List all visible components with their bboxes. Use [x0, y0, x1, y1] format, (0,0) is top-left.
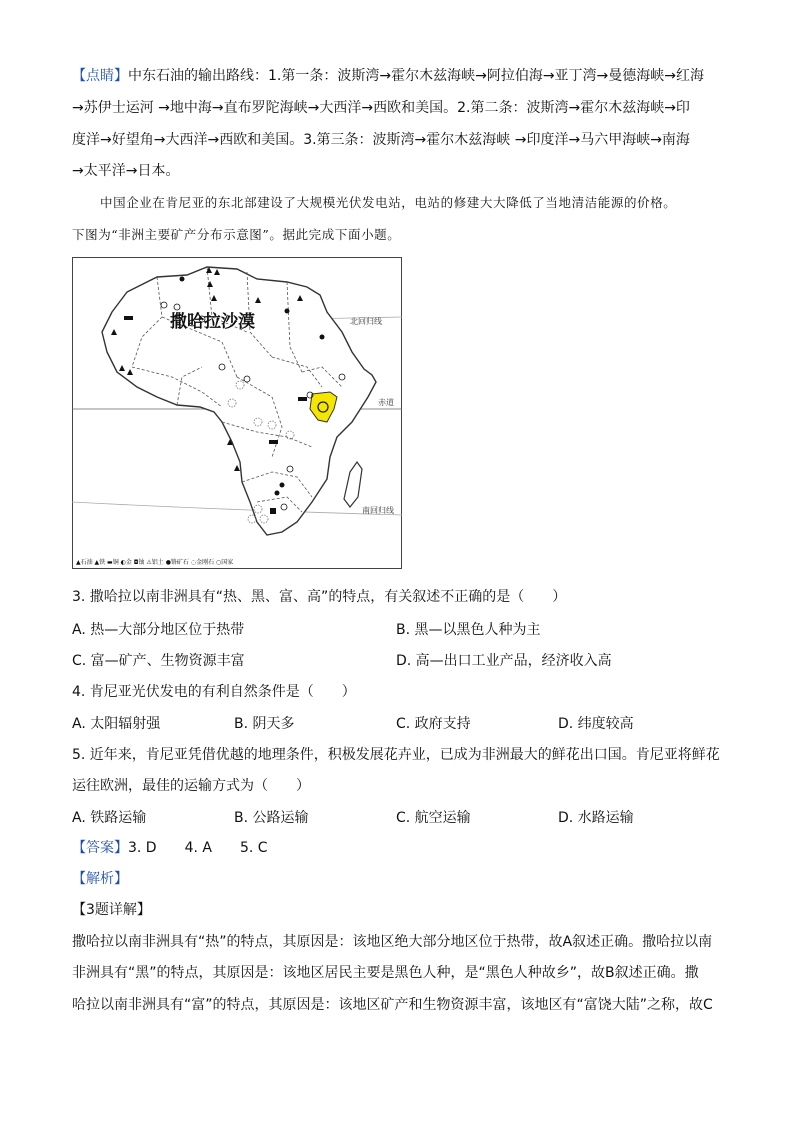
dianjing-text: 中东石油的输出路线：1.第一条：波斯湾→霍尔木兹海峡→阿拉伯海→亚丁湾→曼德海峡→红海	[128, 68, 705, 84]
tropic-capricorn-label: 南回归线	[362, 506, 394, 515]
passage-line-1: 中国企业在肯尼亚的东北部建设了大规模光伏发电站，电站的修建大大降低了当地清洁能源的价格。	[100, 195, 677, 210]
q3-detail-heading: 【3题详解】	[72, 902, 151, 918]
q5-option-d[interactable]: D. 水路运输	[558, 810, 634, 826]
answer-text: 3. D 4. A 5. C	[128, 840, 268, 856]
answer-line	[72, 838, 268, 858]
tropic-cancer-label: 北回归线	[350, 317, 382, 326]
explain-line-2: 非洲具有“黑”的特点，其原因是：该地区居民主要是黑色人种，是“黑色人种故乡”，故B叙述正确。撒	[72, 965, 699, 981]
q4-option-b[interactable]: B. 阴天多	[234, 716, 295, 732]
q5-stem-line-2: 运往欧洲，最佳的运输方式为（ ）	[72, 778, 310, 794]
q3-option-a[interactable]: A. 热—大部分地区位于热带	[72, 622, 245, 638]
dianjing-line-2: →苏伊士运河 →地中海→直布罗陀海峡→大西洋→西欧和美国。2.第二条：波斯湾→霍尔木兹海峡→印	[72, 100, 690, 116]
q5-stem-line-1: 5. 近年来，肯尼亚凭借优越的地理条件，积极发展花卉业，已成为非洲最大的鲜花出口国。肯尼亚将鲜花	[72, 747, 720, 763]
dianjing-line-3: 度洋→好望角→大西洋→西欧和美国。3.第三条：波斯湾→霍尔木兹海峡 →印度洋→马六甲海峡→南海	[72, 132, 690, 148]
q4-option-a[interactable]: A. 太阳辐射强	[72, 716, 161, 732]
q4-option-d[interactable]: D. 纬度较高	[558, 716, 634, 732]
q5-option-c[interactable]: C. 航空运输	[396, 810, 471, 826]
q3-option-c[interactable]: C. 富—矿产、生物资源丰富	[72, 653, 245, 669]
explain-line-1: 撒哈拉以南非洲具有“热”的特点，其原因是：该地区绝大部分地区位于热带，故A叙述正确。撒哈拉以南	[72, 934, 713, 950]
passage-line-2: 下图为“非洲主要矿产分布示意图”。据此完成下面小题。	[72, 227, 401, 242]
q4-option-c[interactable]: C. 政府支持	[396, 716, 471, 732]
explain-line-3: 哈拉以南非洲具有“富”的特点，其原因是：该地区矿产和生物资源丰富，该地区有“富饶大陆”之称，故C	[72, 997, 713, 1013]
q3-stem: 3. 撒哈拉以南非洲具有“热、黑、富、高”的特点，有关叙述不正确的是（ ）	[72, 589, 567, 605]
q5-option-b[interactable]: B. 公路运输	[234, 810, 309, 826]
q3-option-d[interactable]: D. 高—出口工业产品，经济收入高	[396, 653, 612, 669]
analysis-tag: 【解析】	[72, 871, 128, 887]
africa-mineral-map	[72, 257, 402, 569]
answer-tag: 【答案】	[72, 840, 128, 856]
equator-label: 赤道	[378, 398, 394, 407]
q4-stem: 4. 肯尼亚光伏发电的有利自然条件是（ ）	[72, 684, 356, 700]
q3-option-b[interactable]: B. 黑—以黑色人种为主	[396, 622, 541, 638]
dianjing-tag: 【点睛】	[72, 68, 128, 84]
dianjing-line-4: →太平洋→日本。	[72, 163, 180, 179]
q5-option-a[interactable]: A. 铁路运输	[72, 810, 147, 826]
dianjing-line-1	[72, 66, 704, 86]
map-title-label: 撒哈拉沙漠	[170, 312, 255, 332]
map-legend: ▲石油 ▲铁 ▬铜 ◐金 ◘铀 ⚠铝土 ●铬矿石 ◌金刚石 ○国家	[76, 559, 234, 566]
